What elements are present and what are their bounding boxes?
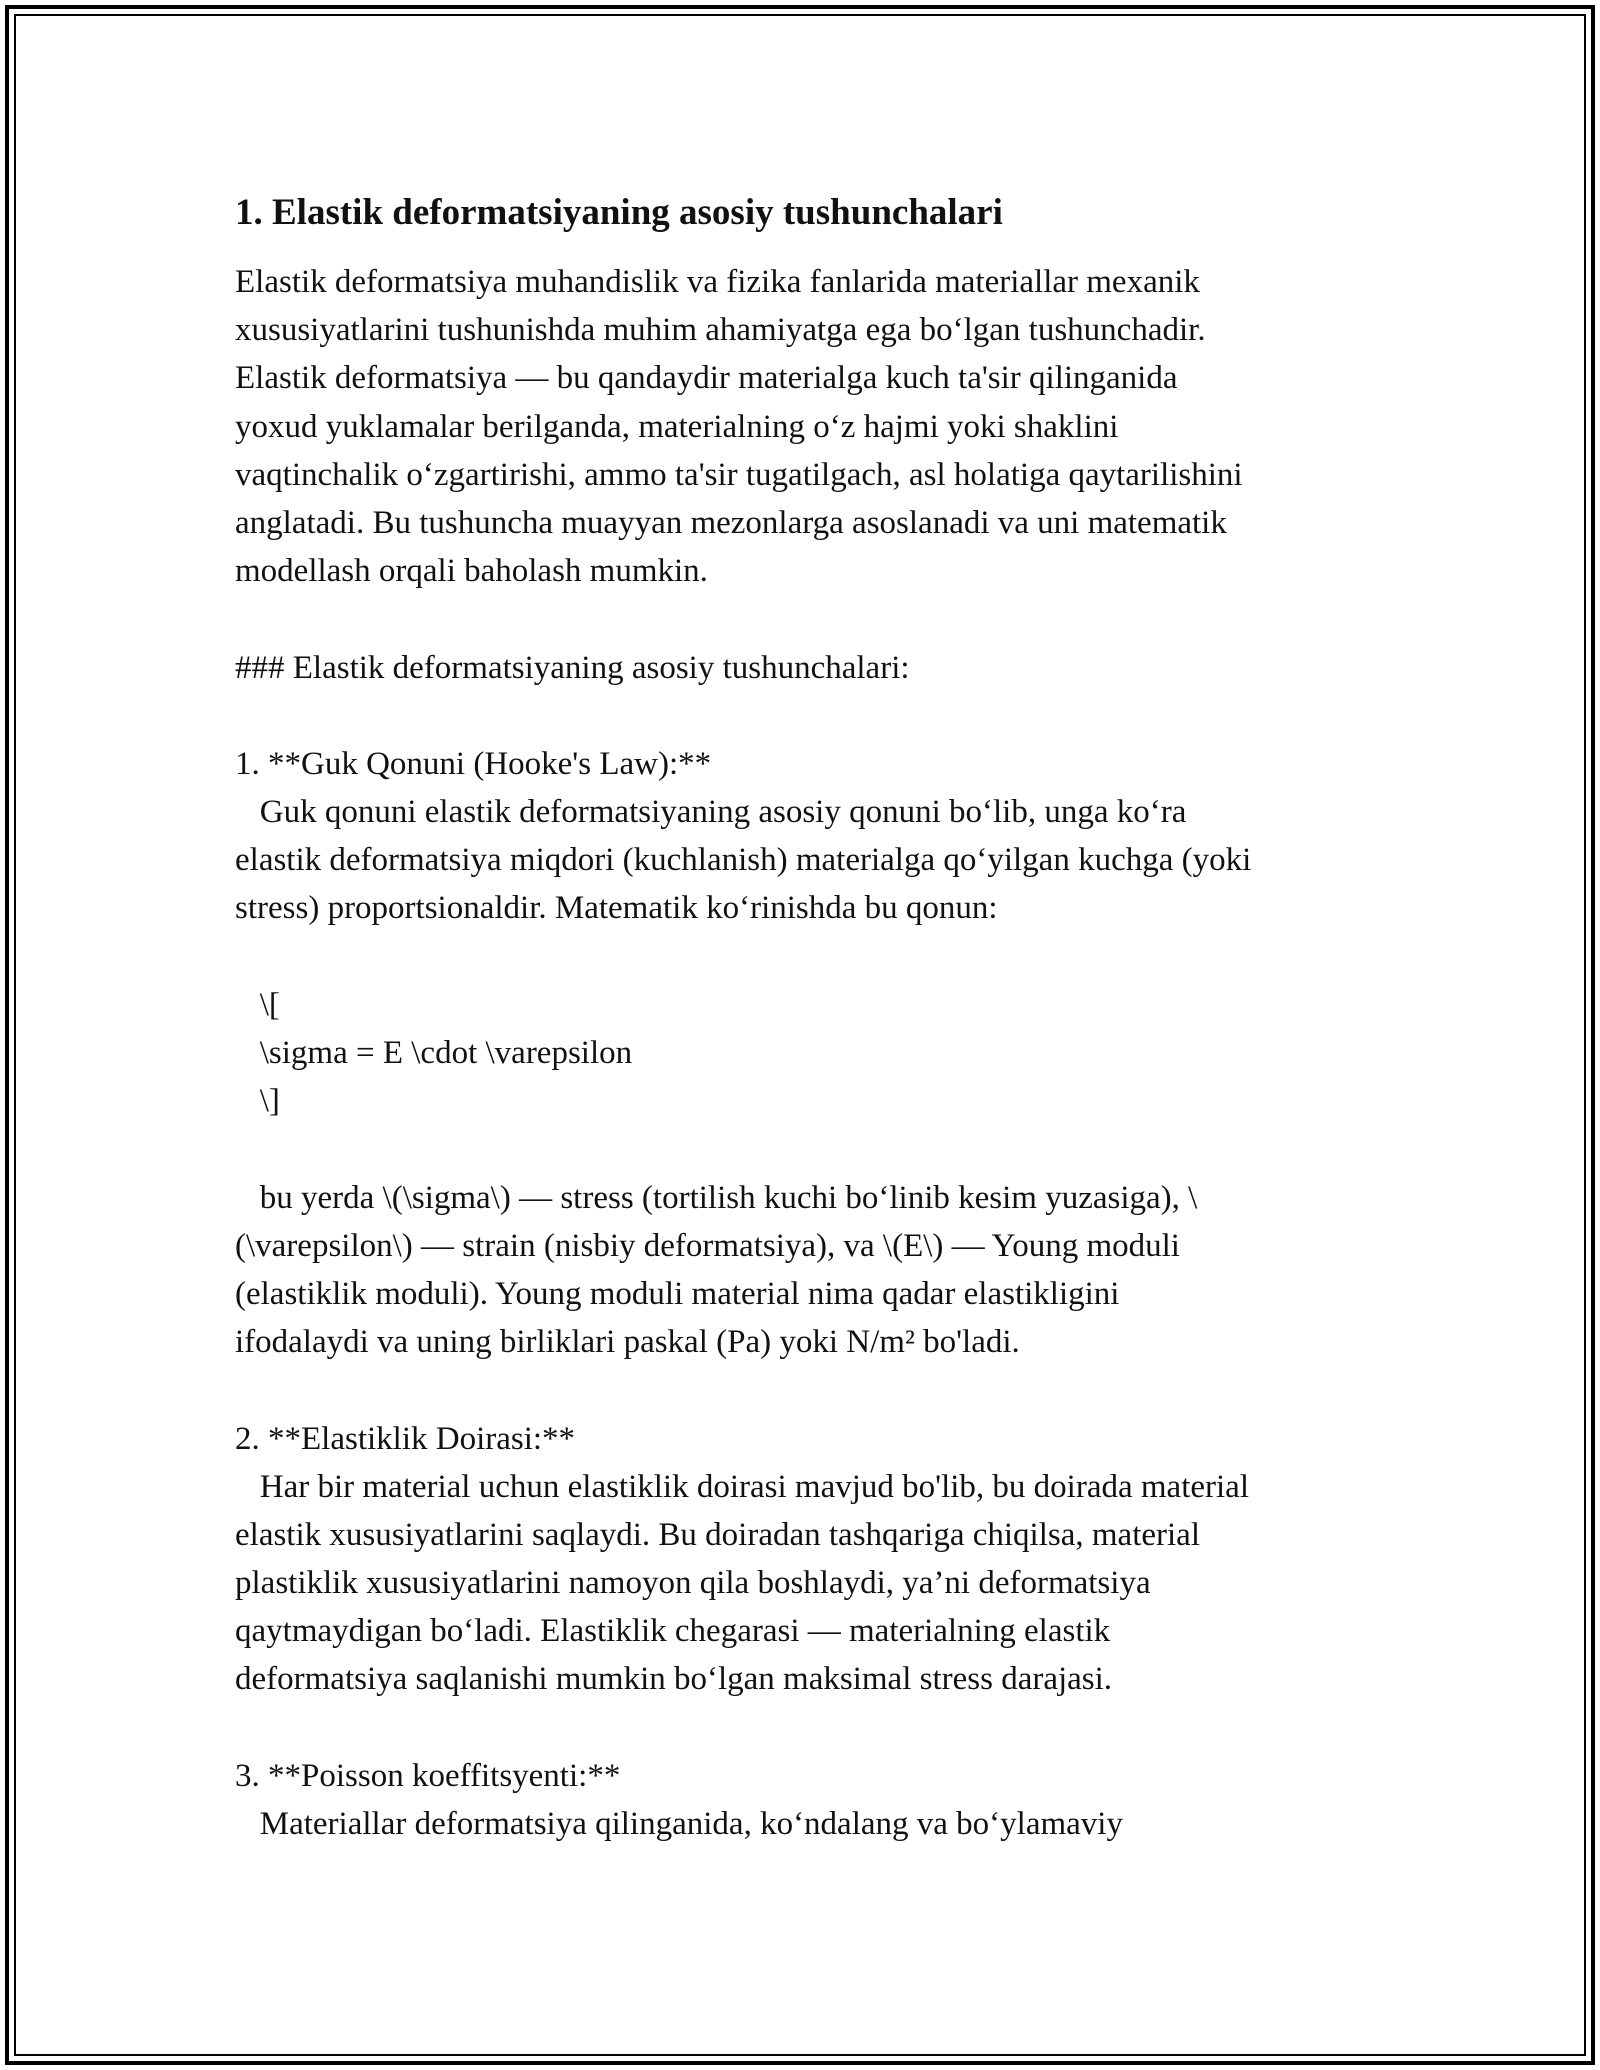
text-line: bu yerda \(\sigma\) — stress (tortilish kuchi bo‘linib kesim yuzasiga), \ xyxy=(235,1179,1198,1216)
text-line: \sigma = E \cdot \varepsilon xyxy=(235,1035,633,1071)
document-text xyxy=(235,258,1395,1848)
text-line: yoxud yuklamalar berilganda, materialning o‘z hajmi yoki shaklini xyxy=(235,408,1119,445)
text-line: elastik deformatsiya miqdori (kuchlanish) materialga qo‘yilgan kuchga (yoki xyxy=(235,842,1252,879)
text-line: Har bir material uchun elastiklik doirasi mavjud bo'lib, bu doirada material xyxy=(235,1468,1249,1505)
text-line: Materiallar deformatsiya qilinganida, ko‘ndalang va bo‘ylamaviy xyxy=(235,1806,1123,1842)
text-line: 2. **Elastiklik Doirasi:** xyxy=(235,1420,576,1457)
document-body xyxy=(235,186,1395,1848)
text-line: xususiyatlarini tushunishda muhim ahamiyatga ega bo‘lgan tushunchadir. xyxy=(235,312,1206,349)
text-line: Elastik deformatsiya — bu qandaydir materialga kuch ta'sir qilinganida xyxy=(235,360,1178,397)
text-line: plastiklik xususiyatlarini namoyon qila boshlaydi, ya’ni deformatsiya xyxy=(235,1565,1151,1602)
section-heading: 1. Elastik deformatsiyaning asosiy tushunchalari xyxy=(235,192,1003,233)
text-line: stress) proportsionaldir. Matematik ko‘rinishda bu qonun: xyxy=(235,890,998,927)
text-line: ifodalaydi va uning birliklari paskal (Pa) yoki N/m² bo'ladi. xyxy=(235,1324,1020,1361)
blank-line xyxy=(235,595,1395,643)
blank-line xyxy=(235,692,1395,740)
text-line: (\varepsilon\) — strain (nisbiy deformatsiya), va \(E\) — Young moduli xyxy=(235,1227,1180,1264)
text-line: ### Elastik deformatsiyaning asosiy tushunchalari: xyxy=(235,649,910,686)
blank-line xyxy=(235,1704,1395,1752)
blank-line xyxy=(235,933,1395,981)
text-line: \[ xyxy=(235,986,280,1023)
text-line: Guk qonuni elastik deformatsiyaning asosiy qonuni bo‘lib, unga ko‘ra xyxy=(235,794,1187,831)
text-line: deformatsiya saqlanishi mumkin bo‘lgan maksimal stress darajasi. xyxy=(235,1661,1113,1698)
text-line: \] xyxy=(235,1083,280,1120)
text-line: qaytmaydigan bo‘ladi. Elastiklik chegarasi — materialning elastik xyxy=(235,1613,1111,1650)
text-line: (elastiklik moduli). Young moduli material nima qadar elastikligini xyxy=(235,1275,1120,1312)
text-line: vaqtinchalik o‘zgartirishi, ammo ta'sir tugatilgach, asl holatiga qaytarilishini xyxy=(235,456,1243,493)
text-line: elastik xususiyatlarini saqlaydi. Bu doiradan tashqariga chiqilsa, material xyxy=(235,1516,1200,1553)
text-line: anglatadi. Bu tushuncha muayyan mezonlarga asoslanadi va uni matematik xyxy=(235,504,1227,541)
blank-line xyxy=(235,1125,1395,1173)
text-line: Elastik deformatsiya muhandislik va fizika fanlarida materiallar mexanik xyxy=(235,264,1200,300)
text-line: modellash orqali baholash mumkin. xyxy=(235,553,708,590)
text-line: 3. **Poisson koeffitsyenti:** xyxy=(235,1757,621,1794)
blank-line xyxy=(235,1366,1395,1414)
text-line: 1. **Guk Qonuni (Hooke's Law):** xyxy=(235,745,712,782)
